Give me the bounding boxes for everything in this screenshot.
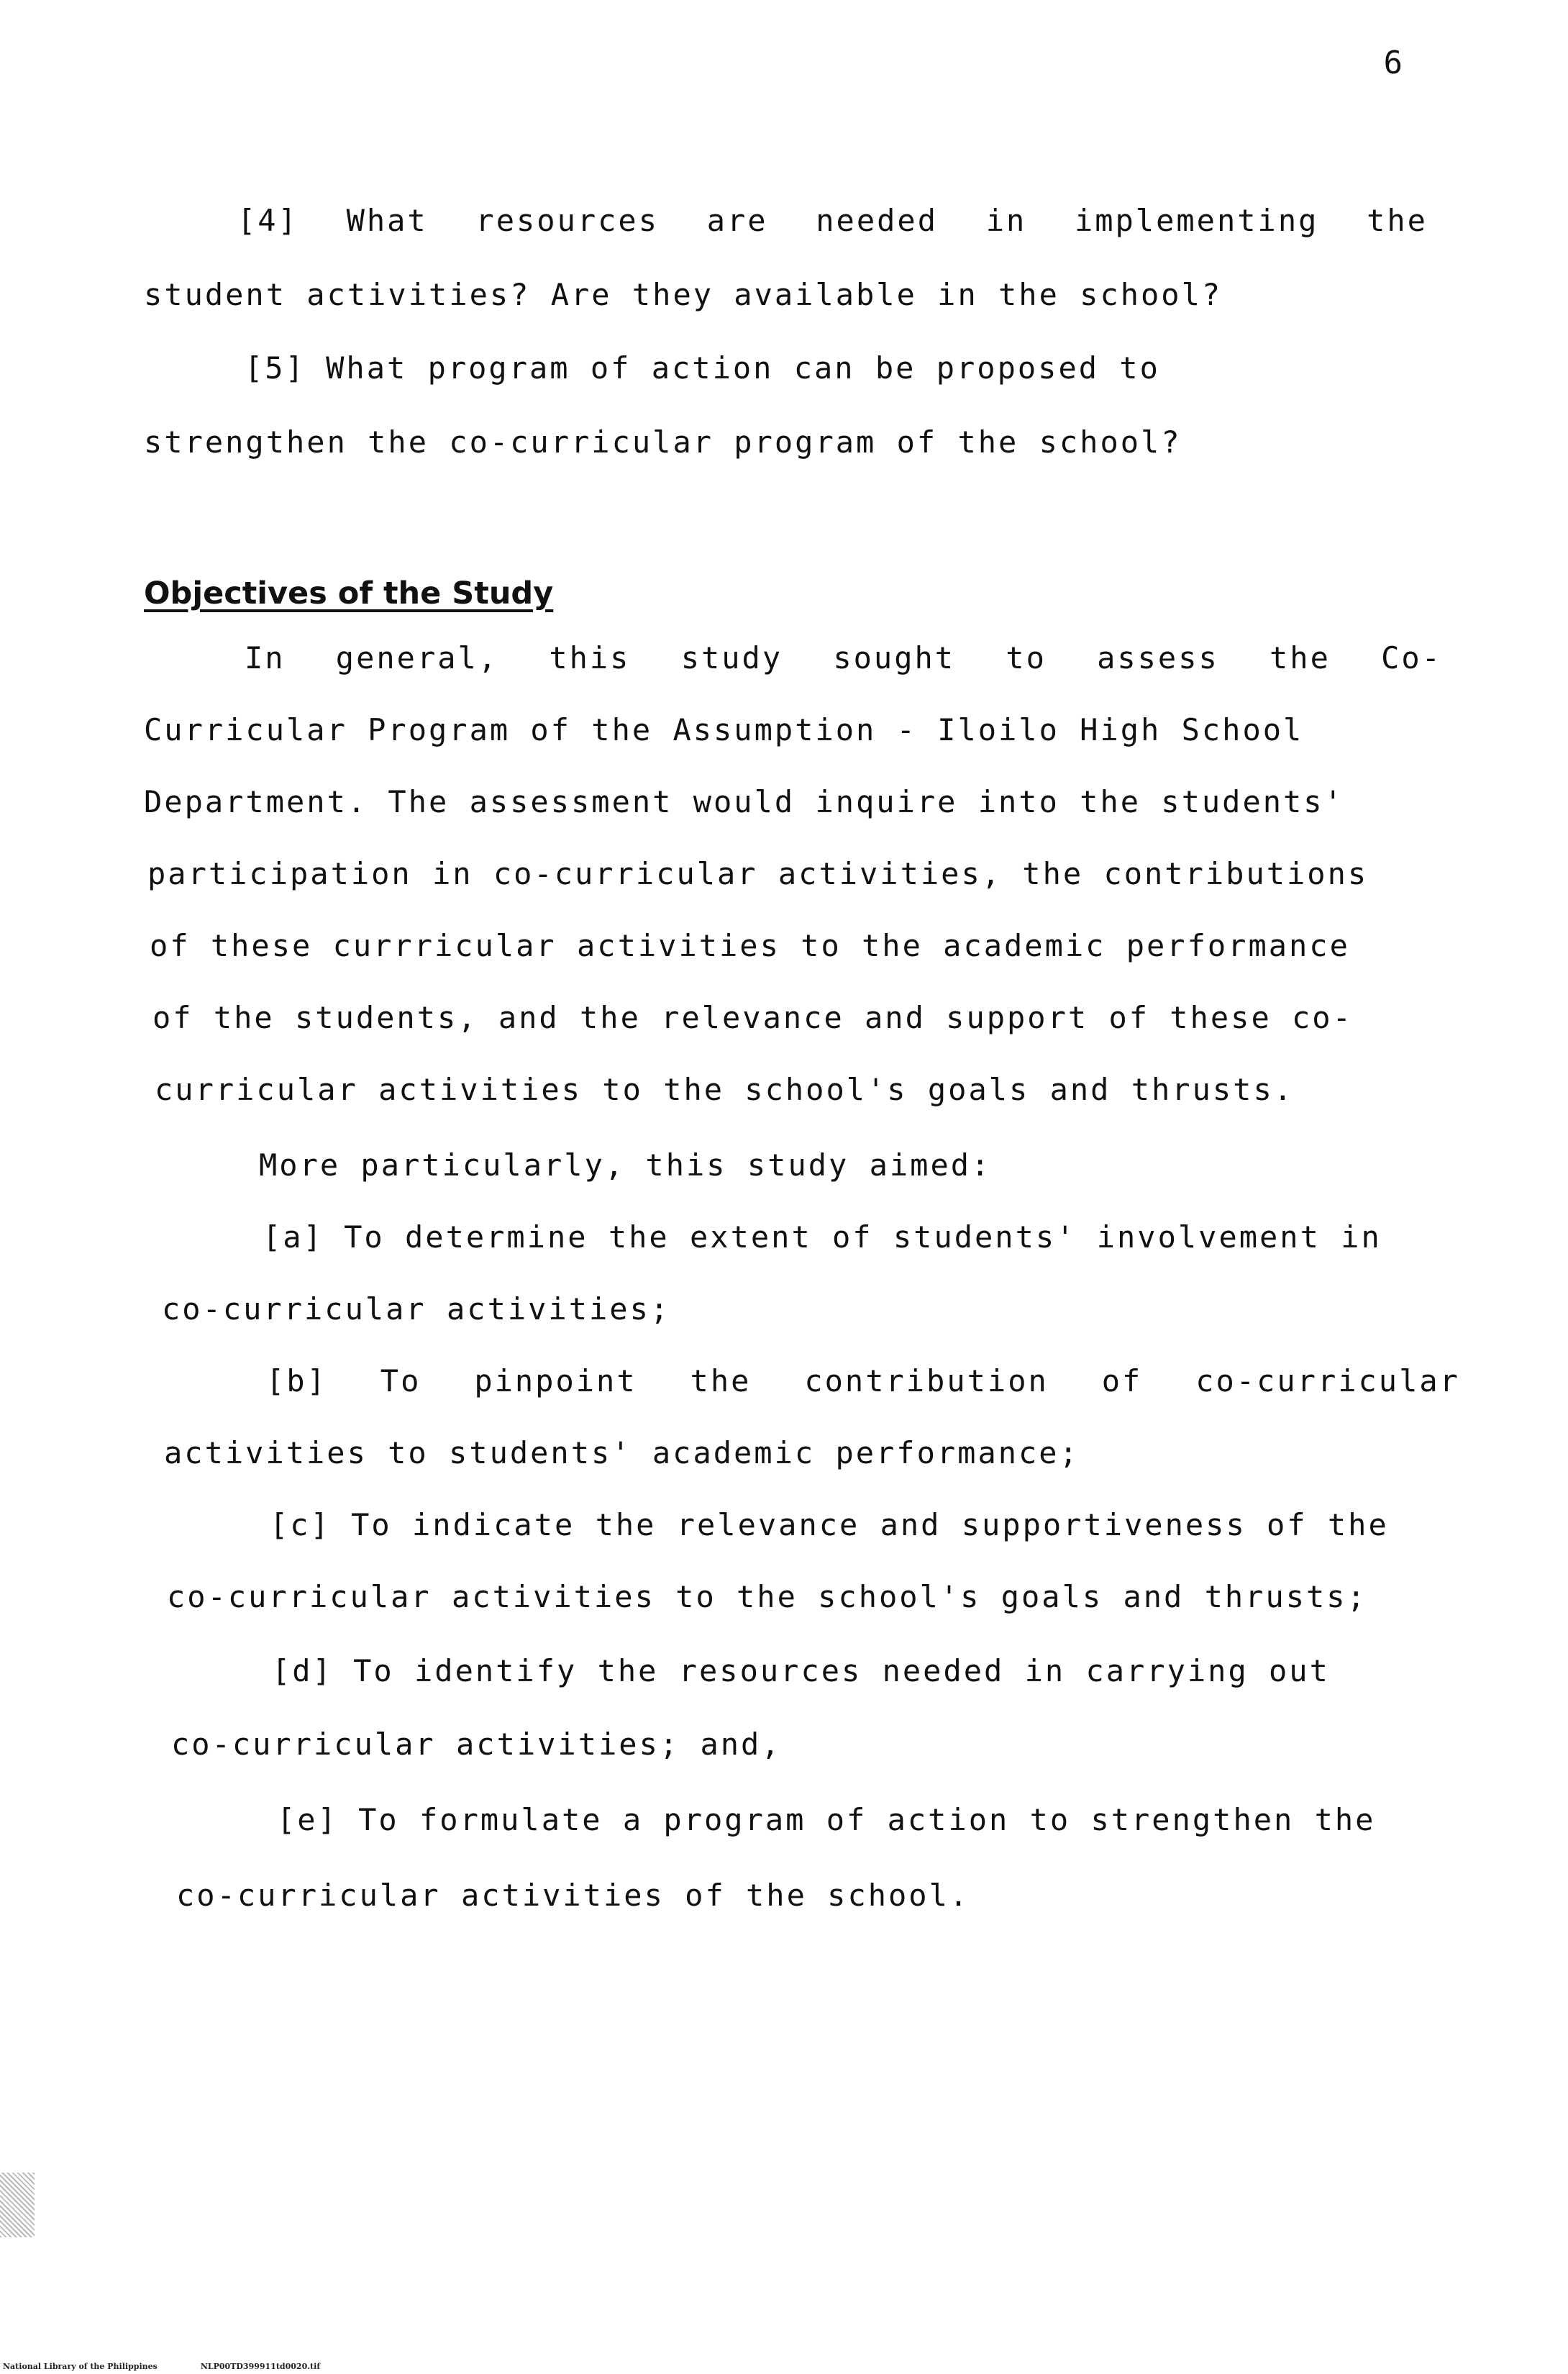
- general-paragraph-line-5: of these currricular activities to the academic performance: [150, 928, 1350, 963]
- objective-d-line-2: co-curricular activities; and,: [171, 1727, 782, 1762]
- page-number: 6: [1383, 45, 1403, 81]
- question-4-line-1: [4] What resources are needed in implementing the: [237, 203, 1428, 238]
- objective-e-line-1: [e] To formulate a program of action to strengthen the: [277, 1802, 1376, 1837]
- general-paragraph-line-1: In general, this study sought to assess the Co-: [245, 640, 1442, 676]
- general-paragraph-line-3: Department. The assessment would inquire into the students': [144, 784, 1344, 819]
- general-paragraph-line-7: curricular activities to the school's goals and thrusts.: [155, 1072, 1295, 1107]
- question-5-line-1: [5] What program of action can be proposed to: [245, 350, 1160, 386]
- scan-footer: [3, 2362, 363, 2371]
- question-4-line-2: student activities? Are they available in the school?: [144, 277, 1223, 312]
- scan-artifact: [0, 2173, 35, 2237]
- general-paragraph-line-6: of the students, and the relevance and support of these co-: [152, 1000, 1353, 1035]
- objective-b-line-2: activities to students' academic performance;: [164, 1435, 1080, 1470]
- objective-e-line-2: co-curricular activities of the school.: [176, 1878, 970, 1913]
- question-5-line-2: strengthen the co-curricular program of the school?: [144, 424, 1182, 460]
- objective-a-line-1: [a] To determine the extent of students' involvement in: [263, 1219, 1382, 1255]
- particular-intro: More particularly, this study aimed:: [259, 1147, 992, 1183]
- footer-library: National Library of the Philippines: [3, 2362, 158, 2371]
- objective-c-line-1: [c] To indicate the relevance and supportiveness of the: [270, 1507, 1389, 1542]
- objective-d-line-1: [d] To identify the resources needed in carrying out: [272, 1653, 1330, 1688]
- footer-file: NLP00TD399911td0020.tif: [200, 2362, 321, 2371]
- objective-b-line-1: [b] To pinpoint the contribution of co-curricular: [266, 1363, 1460, 1399]
- general-paragraph-line-4: participation in co-curricular activities, the contributions: [147, 856, 1369, 891]
- objective-a-line-2: co-curricular activities;: [162, 1291, 671, 1327]
- section-title: Objectives of the Study: [144, 576, 554, 611]
- objective-c-line-2: co-curricular activities to the school's goals and thrusts;: [167, 1579, 1367, 1614]
- general-paragraph-line-2: Curricular Program of the Assumption - Iloilo High School: [144, 712, 1304, 747]
